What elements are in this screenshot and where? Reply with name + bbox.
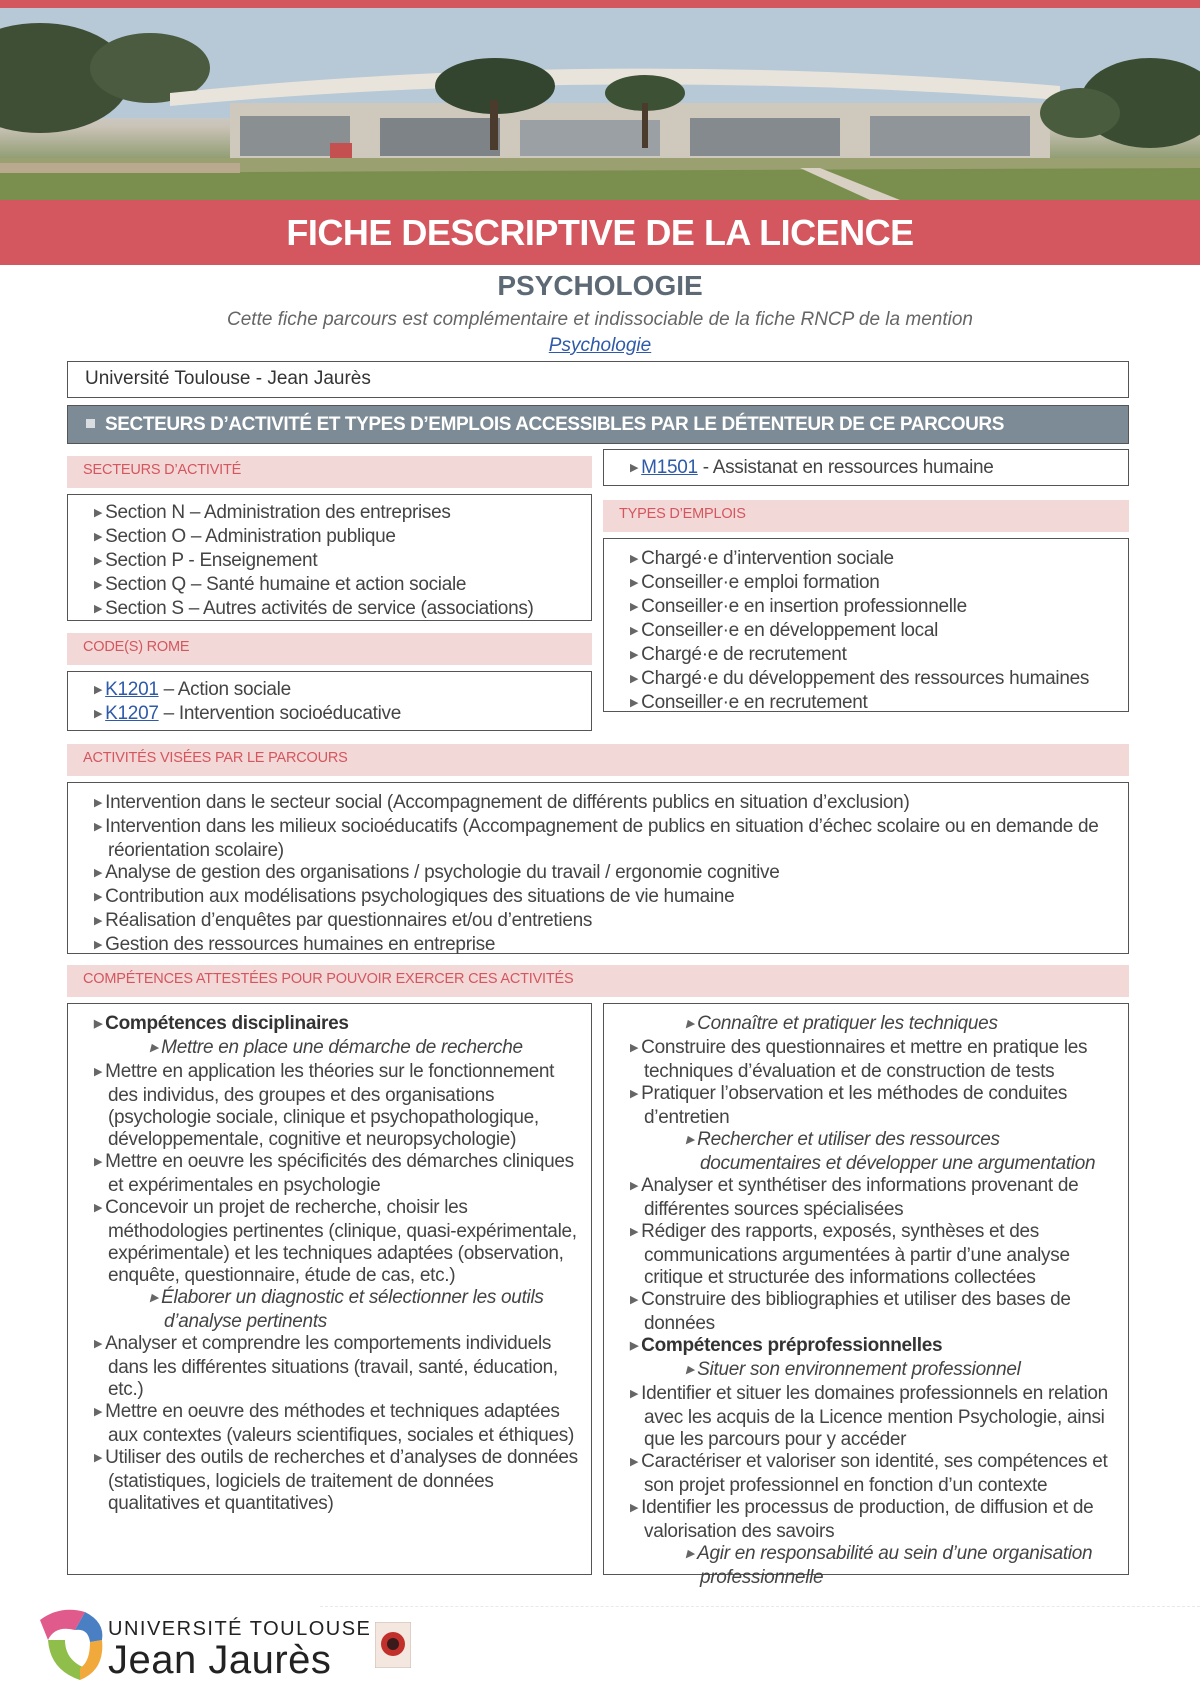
list-item: ▶ Conseiller·e emploi formation [630,572,880,593]
rome-heading: CODE(S) ROME [67,633,592,665]
section-bar-sectors [67,405,1129,444]
list-item: ▶ Section N – Administration des entreprises [94,502,451,523]
bullet-arrow-icon: ▶ [630,1088,639,1100]
list-item: ▶ Rechercher et utiliser des ressources documentaires et développer une argumentation [686,1129,1096,1174]
list-item: ▶ Caractériser et valoriser son identité, ses compétences et son projet professionnel en fonction d’un contexte [630,1451,1108,1496]
competences-left-box [67,1003,592,1575]
list-item: ▶ Rédiger des rapports, exposés, synthèses et des communications argumentées à partir d’une analyse critique et structurée des informations collectées [630,1221,1070,1288]
list-item: ▶ Chargé·e d’intervention sociale [630,548,894,569]
list-item: ▶ Mettre en oeuvre les spécificités des démarches cliniques et expérimentales en psychologie [94,1151,574,1196]
bullet-arrow-icon: ▶ [630,1456,639,1468]
list-item: ▶ Intervention dans les milieux socioéducatifs (Accompagnement de publics en situation d’échec scolaire ou en demande de réorientation scolaire) [94,816,1099,861]
list-item: ▶ Analyse de gestion des organisations / psychologie du travail / ergonomie cognitive [94,862,780,883]
bullet-arrow-icon: ▶ [94,1452,103,1464]
bullet-arrow-icon: ▶ [94,939,103,951]
list-item: ▶ Analyser et comprendre les comportements individuels dans les différentes situations (travail, santé, éducation, etc.) [94,1333,558,1400]
footer-divider [320,1606,1200,1607]
bullet-arrow-icon: ▶ [630,1388,639,1400]
bullet-arrow-icon: ▶ [94,1066,103,1078]
bullet-arrow-icon: ▶ [630,553,639,565]
list-item: ▶ Pratiquer l’observation et les méthodes de conduites d’entretien [630,1083,1068,1128]
bullet-arrow-icon: ▶ [630,1294,639,1306]
bullet-arrow-icon: ▶ [94,708,103,720]
bullet-arrow-icon: ▶ [630,601,639,613]
rome-list [94,679,591,727]
bullet-arrow-icon: ▶ [94,867,103,879]
list-item: ▶ Mettre en application les théories sur le fonctionnement des individus, des groupes et des organisations (psychologie sociale, clinique et psychopathologique, développementale, cognitive et neuropsychologie) [94,1061,555,1150]
bullet-arrow-icon: ▶ [630,1180,639,1192]
list-item: ▶ Contribution aux modélisations psychologiques des situations de vie humaine [94,886,735,907]
bullet-arrow-icon: ▶ [630,697,639,709]
list-item: ▶ Mettre en place une démarche de recherche [150,1037,523,1058]
rome-code-link[interactable]: M1501 [641,457,698,478]
competences-heading: COMPÉTENCES ATTESTÉES POUR POUVOIR EXERCER CES ACTIVITÉS [67,965,1129,997]
list-item: ▶ Conseiller·e en insertion professionnelle [630,596,967,617]
bullet-arrow-icon: ▶ [94,821,103,833]
emplois-heading: TYPES D’EMPLOIS [603,500,1129,532]
competences-right-box [603,1003,1129,1588]
list-item: ▶ Section S – Autres activités de service (associations) [94,598,534,619]
list-item: ▶ K1201 – Action sociale [94,679,291,700]
bullet-arrow-icon: ▶ [630,577,639,589]
bullet-arrow-icon: ▶ [686,1548,695,1560]
list-item: ▶ Utiliser des outils de recherches et d’analyses de données (statistiques, logiciels de traitement de données qualitatives et quantitatives) [94,1447,578,1514]
section-bar-label: SECTEURS D’ACTIVITÉ ET TYPES D’EMPLOIS ACCESSIBLES PAR LE DÉTENTEUR DE CE PARCOURS [105,414,1005,435]
emplois-list [630,548,1128,716]
bullet-arrow-icon: ▶ [94,579,103,591]
bullet-arrow-icon: ▶ [94,891,103,903]
seal-icon [375,1622,411,1668]
activites-list [94,792,1114,958]
bullet-arrow-icon: ▶ [94,1406,103,1418]
list-item: ▶ Mettre en oeuvre des méthodes et techniques adaptées aux contextes (valeurs scientifiques, sociales et éthiques) [94,1401,574,1446]
bullet-arrow-icon: ▶ [94,1018,103,1030]
bullet-arrow-icon: ▶ [94,1156,103,1168]
list-item: ▶ Intervention dans le secteur social (Accompagnement de différents publics en situation d’exclusion) [94,792,910,813]
rome-code-link[interactable]: K1207 [105,703,159,724]
bullet-arrow-icon: ▶ [94,797,103,809]
bullet-arrow-icon: ▶ [630,625,639,637]
bullet-arrow-icon: ▶ [686,1018,695,1030]
program-name: PSYCHOLOGIE [497,270,703,301]
bullet-arrow-icon: ▶ [94,915,103,927]
secteurs-box [67,494,592,621]
list-item: ▶ Concevoir un projet de recherche, choisir les méthodologies pertinentes (clinique, quasi-expérimentale, expérimentale) et les techniques adaptées (observation, enquête, questionnaire, étude de cas, etc.) [94,1197,577,1286]
bullet-arrow-icon: ▶ [630,1042,639,1054]
competences-left-list [94,1013,583,1515]
rome-code-link[interactable]: K1201 [105,679,159,700]
bullet-arrow-icon: ▶ [94,684,103,696]
title-bar [0,200,1200,265]
bullet-arrow-icon: ▶ [686,1364,695,1376]
rome-extra-box [603,449,1129,486]
bullet-arrow-icon: ▶ [630,673,639,685]
list-item: ▶ Analyser et synthétiser des informations provenant de différentes sources spécialisées [630,1175,1079,1220]
bullet-arrow-icon: ▶ [94,603,103,615]
square-bullet-icon [86,419,95,428]
activites-heading: ACTIVITÉS VISÉES PAR LE PARCOURS [67,744,1129,776]
list-item: ▶ Réalisation d’enquêtes par questionnaires et/ou d’entretiens [94,910,593,931]
bullet-arrow-icon: ▶ [94,531,103,543]
list-item: ▶ K1207 – Intervention socioéducative [94,703,402,724]
complementary-note [0,307,1200,359]
bullet-arrow-icon: ▶ [150,1292,159,1304]
bullet-arrow-icon: ▶ [94,1202,103,1214]
bullet-arrow-icon: ▶ [94,507,103,519]
rncp-link[interactable]: Psychologie [548,335,652,356]
top-accent-bar [0,0,1200,8]
list-item: ▶ Conseiller·e en recrutement [630,692,868,713]
list-item: ▶ Conseiller·e en développement local [630,620,939,641]
university-logo [30,1600,430,1690]
list-item: ▶ Situer son environnement professionnel [686,1359,1021,1380]
list-item: ▶ Compétences préprofessionnelles [630,1335,943,1356]
bullet-arrow-icon: ▶ [630,1502,639,1514]
secteurs-heading: SECTEURS D’ACTIVITÉ [67,456,592,488]
bullet-arrow-icon: ▶ [686,1134,695,1146]
list-item: ▶ Identifier les processus de production, de diffusion et de valorisation des savoirs [630,1497,1094,1542]
page-title: FICHE DESCRIPTIVE DE LA LICENCE [286,211,914,253]
list-item: ▶ Construire des bibliographies et utiliser des bases de données [630,1289,1071,1334]
list-item: ▶ Connaître et pratiquer les techniques [686,1013,998,1034]
list-item: ▶ Agir en responsabilité au sein d’une organisation professionnelle [686,1543,1093,1588]
list-item: ▶ M1501 - Assistanat en ressources humaine [630,457,994,478]
list-item: ▶ Élaborer un diagnostic et sélectionner les outils d’analyse pertinents [150,1287,544,1332]
logo-text-line2: Jean Jaurès [108,1638,332,1682]
list-item: ▶ Section P - Enseignement [94,550,318,571]
list-item: ▶ Chargé·e de recrutement [630,644,847,665]
list-item: ▶ Chargé·e du développement des ressources humaines [630,668,1090,689]
list-item: ▶ Construire des questionnaires et mettre en pratique les techniques d’évaluation et de construction de tests [630,1037,1088,1082]
bullet-arrow-icon: ▶ [150,1042,159,1054]
bullet-arrow-icon: ▶ [630,1226,639,1238]
list-item: ▶ Section O – Administration publique [94,526,396,547]
list-item: ▶ Section Q – Santé humaine et action sociale [94,574,467,595]
ut2j-logo-icon [30,1600,110,1690]
list-item: ▶ Gestion des ressources humaines en entreprise [94,934,496,955]
list-item: ▶ Compétences disciplinaires [94,1013,349,1034]
bullet-arrow-icon: ▶ [630,462,639,474]
rome-box [67,671,592,731]
logo-text-line1: UNIVERSITÉ TOULOUSE [108,1618,372,1640]
emplois-box [603,538,1129,712]
bullet-arrow-icon: ▶ [94,555,103,567]
university-box: Université Toulouse - Jean Jaurès [67,361,1129,398]
bullet-arrow-icon: ▶ [630,649,639,661]
competences-right-list [630,1013,1120,1589]
activites-box [67,782,1129,954]
list-item: ▶ Identifier et situer les domaines professionnels en relation avec les acquis de la Licence mention Psychologie, ainsi que les parcours pour y accéder [630,1383,1108,1450]
note-text: Cette fiche parcours est complémentaire et indissociable de la fiche RNCP de la mention [227,309,973,330]
bullet-arrow-icon: ▶ [94,1338,103,1350]
secteurs-list [94,502,591,622]
campus-banner-image [0,8,1200,200]
bullet-arrow-icon: ▶ [630,1340,639,1352]
